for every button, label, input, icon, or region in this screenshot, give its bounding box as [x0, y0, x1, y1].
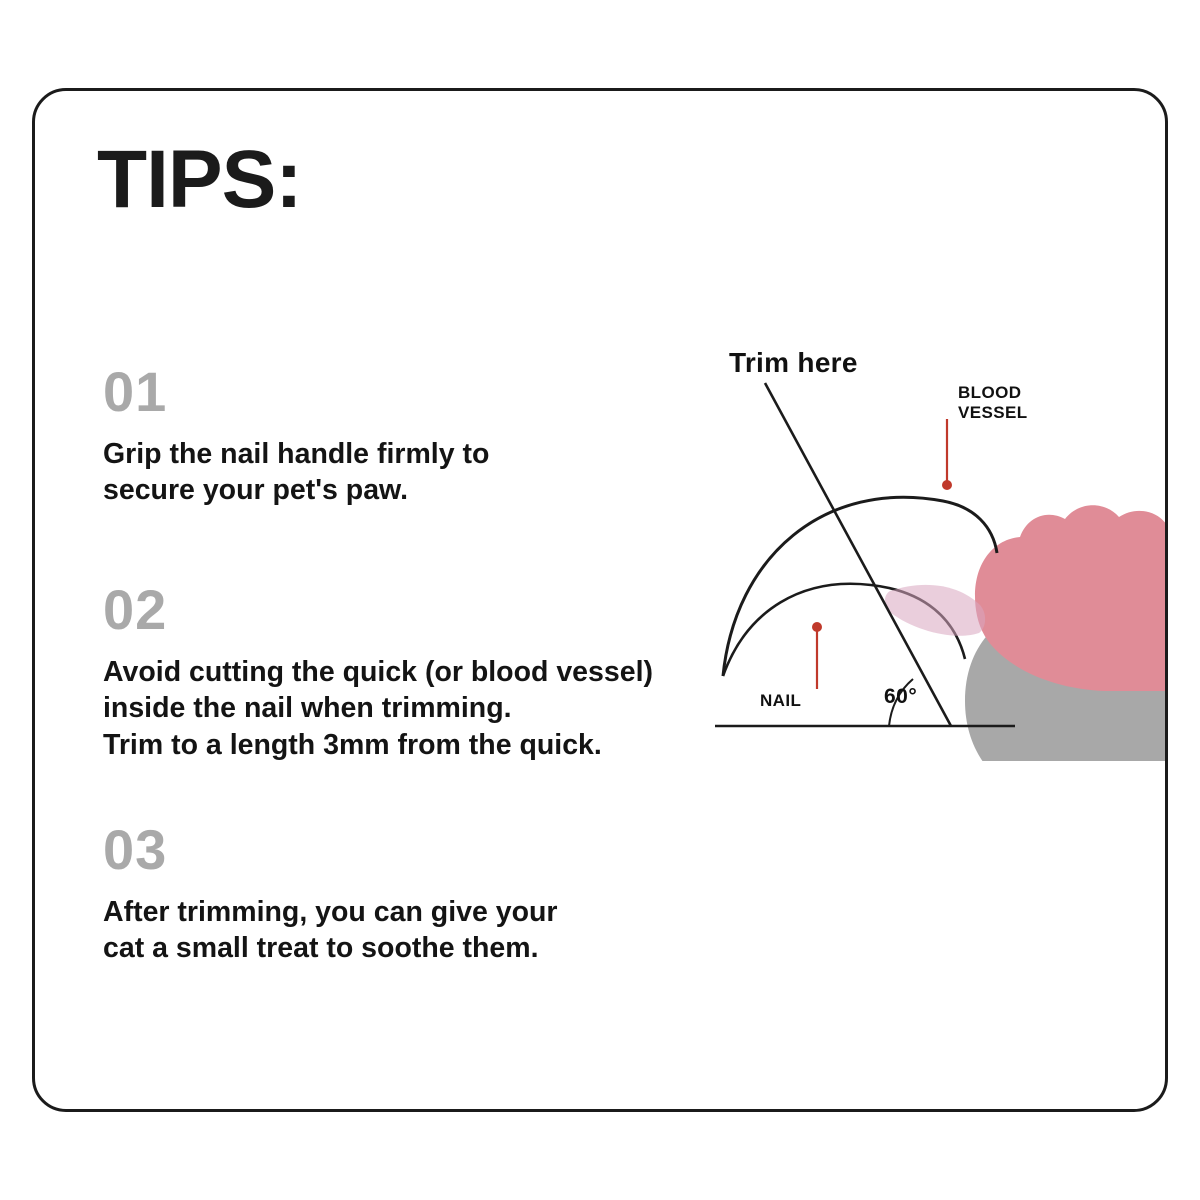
step-text: After trimming, you can give your cat a small treat to soothe them.	[103, 895, 558, 965]
angle-label: 60°	[884, 685, 918, 708]
nail-marker	[812, 622, 822, 632]
step-text: Grip the nail handle firmly to secure your pet's paw.	[103, 437, 490, 507]
tips-card	[32, 88, 1168, 1112]
step-number: 02	[103, 578, 168, 641]
step-number: 03	[103, 818, 168, 881]
page-title: TIPS:	[97, 134, 302, 225]
nail-outer-arc	[723, 497, 997, 676]
blood-vessel-marker	[942, 480, 952, 490]
step-number: 01	[103, 360, 168, 423]
blood-vessel-label: BLOOD VESSEL	[958, 383, 1028, 423]
step-text: Avoid cutting the quick (or blood vessel) inside the nail when trimming. Trim to a length 3mm from the quick.	[103, 655, 653, 761]
nail-trim-diagram	[675, 341, 1168, 761]
tip-step-03	[103, 818, 803, 967]
nail-label: NAIL	[760, 691, 802, 710]
trim-here-label: Trim here	[729, 347, 858, 378]
trim-line	[765, 383, 951, 726]
blood-vessel-shape	[885, 585, 985, 636]
